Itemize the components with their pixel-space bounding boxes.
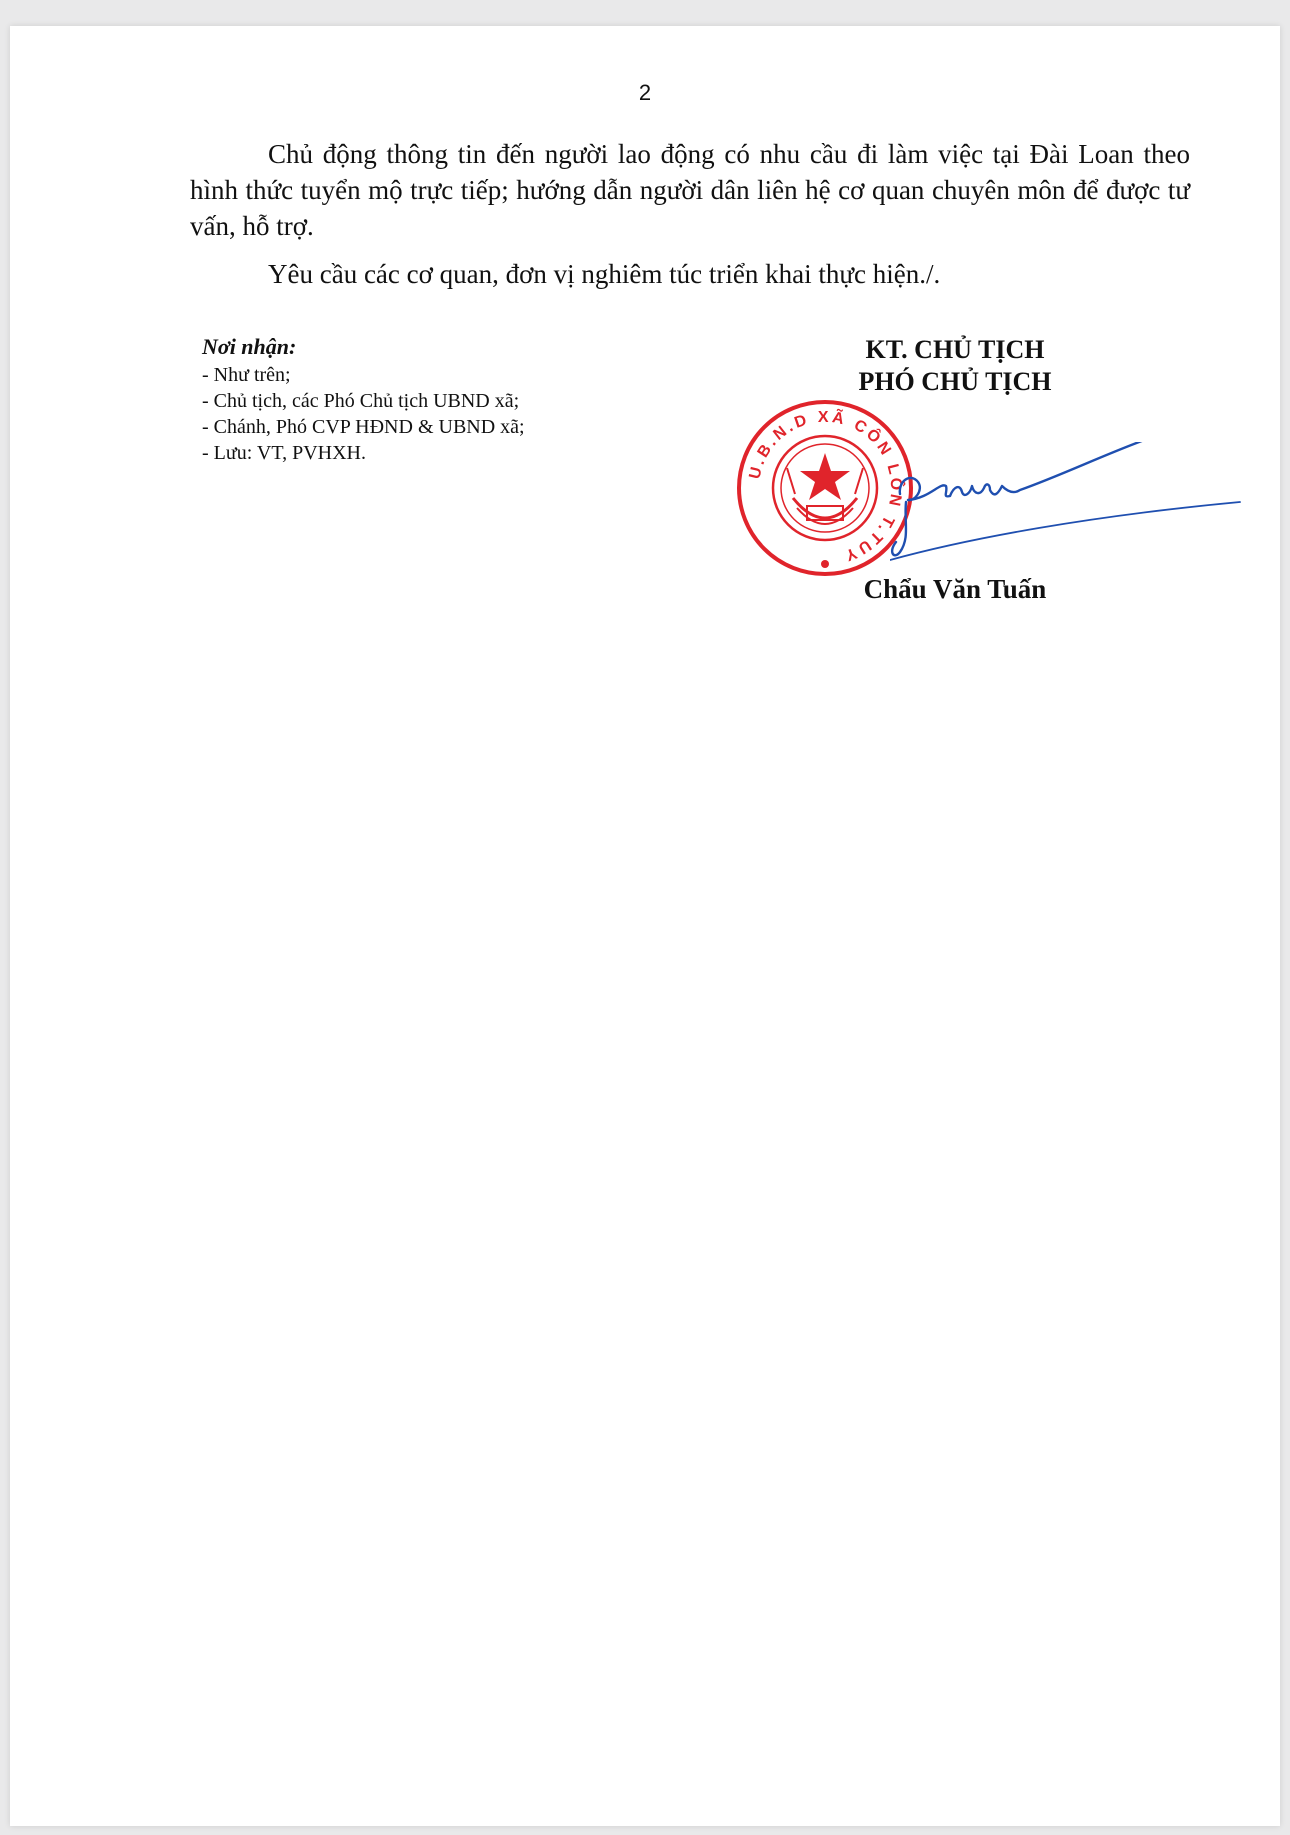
recipients-block xyxy=(202,334,525,466)
signer-name: Chẩu Văn Tuấn xyxy=(863,574,1047,604)
recipients-title: Nơi nhận: xyxy=(202,334,297,359)
page-number: 2 xyxy=(638,80,652,105)
handwritten-signature-icon xyxy=(890,442,1250,562)
body-paragraph: Chủ động thông tin đến người lao động có nhu cầu đi làm việc tại Đài Loan theo hình thức tuyển mộ trực tiếp; hướng dẫn người dân liên hệ cơ quan chuyên môn để được tư vấn, hỗ trợ. xyxy=(190,139,1190,241)
document-page xyxy=(10,26,1280,1826)
svg-text:U.B.N.D XÃ CÔN LÔN T.TUY: U.B.N.D XÃ CÔN LÔN T.TUY xyxy=(746,408,905,565)
signer-title: KT. CHỦ TỊCH xyxy=(865,335,1045,364)
signer-position: PHÓ CHỦ TỊCH xyxy=(858,367,1052,396)
recipient-item: - Lưu: VT, PVHXH. xyxy=(202,442,366,464)
recipient-item: - Chánh, Phó CVP HĐND & UBND xã; xyxy=(202,416,525,438)
recipient-item: - Chủ tịch, các Phó Chủ tịch UBND xã; xyxy=(202,390,520,412)
signature-block xyxy=(746,334,1250,654)
document-body xyxy=(190,136,1190,304)
official-seal-icon xyxy=(735,398,915,578)
recipient-item: - Như trên; xyxy=(202,364,291,386)
body-paragraph: Yêu cầu các cơ quan, đơn vị nghiêm túc triển khai thực hiện./. xyxy=(268,259,941,289)
